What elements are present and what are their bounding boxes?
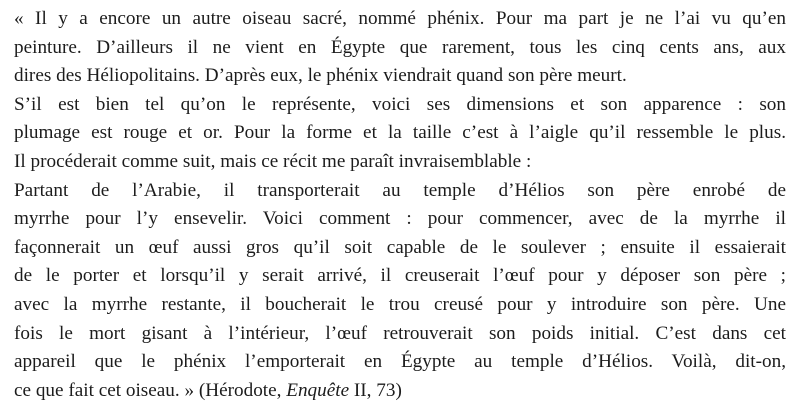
text-line-7: Partant de l’Arabie, il transporterait au temple d’Hélios son père enrobé de [14,179,786,201]
closing-text: ce que fait cet oiseau. » (Hérodote, [14,379,287,401]
text-line-10: de le porter et lorsqu’il y serait arrivé, il creuserait l’œuf pour y déposer son père ; [14,265,786,287]
text-line-1: « Il y a encore un autre oiseau sacré, nommé phénix. Pour ma part je ne l’ai vu qu’en [14,8,786,29]
text-line-12: fois le mort gisant à l’intérieur, l’œuf retrouverait son poids initial. C’est dans cet [14,322,786,344]
text-line-4: S’il est bien tel qu’on le représente, voici ses dimensions et son apparence : son [14,93,786,115]
text-line-5: plumage est rouge et or. Pour la forme et la taille c’est à l’aigle qu’il ressemble le plus. [14,122,786,144]
quote-passage [14,5,786,405]
text-line-13: appareil que le phénix l’emporterait en Égypte au temple d’Hélios. Voilà, dit-on, [14,351,786,373]
citation-reference: II, 73) [349,379,402,401]
text-line-3: dires des Héliopolitains. D’après eux, le phénix viendrait quand son père meurt. [14,65,627,87]
text-line-2: peinture. D’ailleurs il ne vient en Égypte que rarement, tous les cinq cents ans, aux [14,36,786,58]
text-line-8: myrrhe pour l’y ensevelir. Voici comment : pour commencer, avec de la myrrhe il [14,208,786,230]
text-line-6: Il procéderait comme suit, mais ce récit me paraît invraisemblable : [14,150,532,172]
text-line-11: avec la myrrhe restante, il boucherait le trou creusé pour y introduire son père. Une [14,293,786,315]
citation-work-title: Enquête [286,379,350,401]
text-line-14 [14,377,786,406]
text-line-9: façonnerait un œuf aussi gros qu’il soit capable de le soulever ; ensuite il essaierait [14,236,786,258]
